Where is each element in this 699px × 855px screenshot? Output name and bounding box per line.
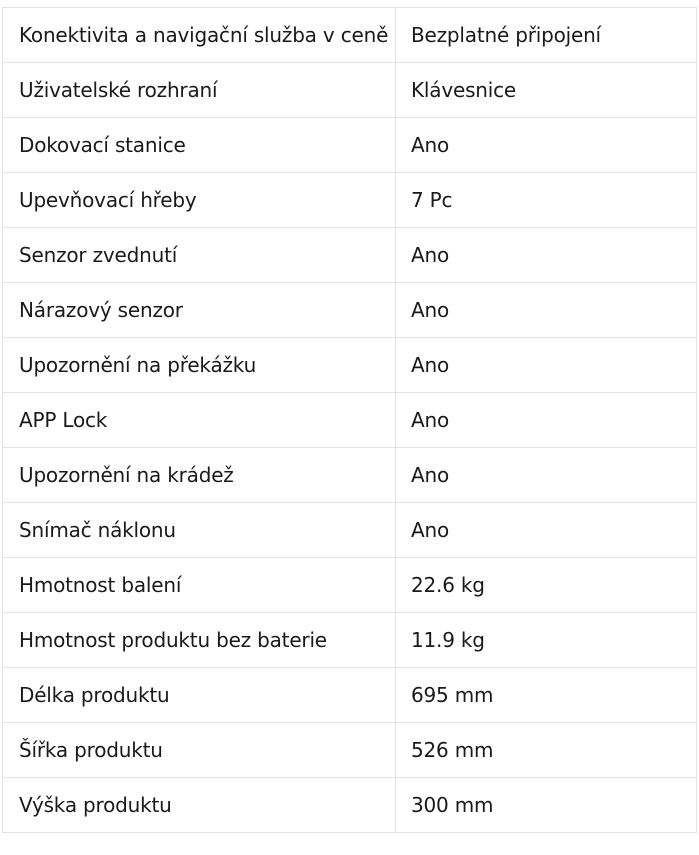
spec-value: 11.9 kg <box>396 613 697 668</box>
spec-value: 526 mm <box>396 723 697 778</box>
table-row <box>3 8 697 63</box>
table-row <box>3 228 697 283</box>
spec-value: Ano <box>396 118 697 173</box>
spec-value: Ano <box>396 228 697 283</box>
spec-value: 695 mm <box>396 668 697 723</box>
spec-value: 22.6 kg <box>396 558 697 613</box>
spec-value: Bezplatné připojení <box>396 8 697 63</box>
spec-label: Hmotnost produktu bez baterie <box>3 613 396 668</box>
spec-label: Hmotnost balení <box>3 558 396 613</box>
table-row <box>3 613 697 668</box>
spec-value: Ano <box>396 503 697 558</box>
spec-value: Ano <box>396 338 697 393</box>
spec-label: Upevňovací hřeby <box>3 173 396 228</box>
spec-value: 7 Pc <box>396 173 697 228</box>
spec-label: Senzor zvednutí <box>3 228 396 283</box>
spec-label: Konektivita a navigační služba v ceně <box>3 8 396 63</box>
spec-label: Dokovací stanice <box>3 118 396 173</box>
spec-value: 300 mm <box>396 778 697 833</box>
spec-table-body <box>3 8 697 833</box>
table-row <box>3 283 697 338</box>
spec-label: Výška produktu <box>3 778 396 833</box>
spec-label: Nárazový senzor <box>3 283 396 338</box>
table-row <box>3 723 697 778</box>
spec-label: Snímač náklonu <box>3 503 396 558</box>
table-row <box>3 173 697 228</box>
spec-label: APP Lock <box>3 393 396 448</box>
spec-label: Uživatelské rozhraní <box>3 63 396 118</box>
table-row <box>3 558 697 613</box>
spec-label: Délka produktu <box>3 668 396 723</box>
spec-label: Šířka produktu <box>3 723 396 778</box>
table-row <box>3 118 697 173</box>
spec-value: Klávesnice <box>396 63 697 118</box>
table-row <box>3 393 697 448</box>
table-row <box>3 778 697 833</box>
table-row <box>3 448 697 503</box>
spec-label: Upozornění na krádež <box>3 448 396 503</box>
table-row <box>3 338 697 393</box>
spec-table <box>2 7 697 833</box>
table-row <box>3 63 697 118</box>
table-row <box>3 503 697 558</box>
spec-label: Upozornění na překážku <box>3 338 396 393</box>
table-row <box>3 668 697 723</box>
spec-value: Ano <box>396 393 697 448</box>
spec-value: Ano <box>396 283 697 338</box>
spec-value: Ano <box>396 448 697 503</box>
